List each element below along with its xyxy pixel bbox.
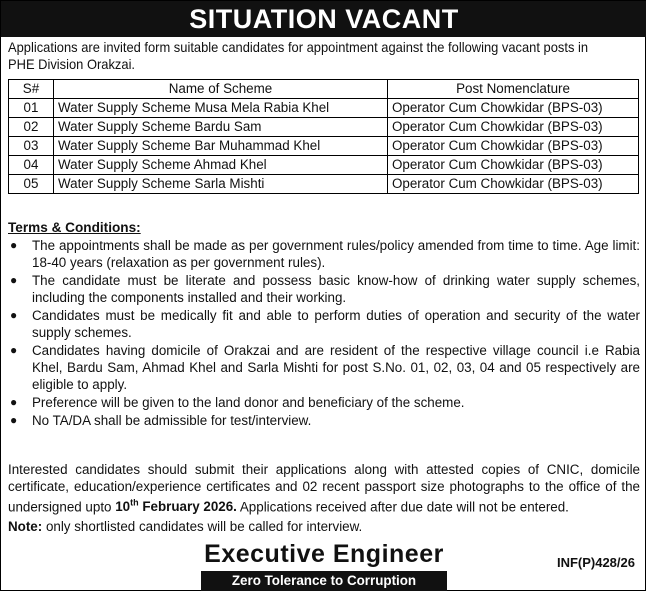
post-cell: Operator Cum Chowkidar (BPS-03) bbox=[388, 99, 639, 118]
bullet-icon: ● bbox=[10, 343, 18, 357]
serial-cell: 02 bbox=[9, 118, 54, 137]
term-text: Candidates must be medically fit and able to perform duties of operation and security of the water supply schemes. bbox=[32, 308, 640, 340]
table-row bbox=[9, 156, 639, 175]
vacancy-table bbox=[8, 79, 639, 194]
bullet-icon: ● bbox=[10, 238, 18, 252]
list-item bbox=[8, 272, 640, 306]
serial-cell: 01 bbox=[9, 99, 54, 118]
post-cell: Operator Cum Chowkidar (BPS-03) bbox=[388, 175, 639, 194]
application-instructions bbox=[8, 461, 640, 515]
intro-text: Applications are invited form suitable candidates for appointment against the following vacant posts in PHE Division Orakzai. bbox=[8, 40, 589, 72]
term-text: The appointments shall be made as per government rules/policy amended from time to time. Age limit: 18-40 years (relaxation as per government rules). bbox=[32, 238, 640, 270]
deadline-day: 10 bbox=[115, 499, 131, 515]
table-row bbox=[9, 99, 639, 118]
serial-cell: 03 bbox=[9, 137, 54, 156]
post-cell: Operator Cum Chowkidar (BPS-03) bbox=[388, 156, 639, 175]
table-row bbox=[9, 118, 639, 137]
note-text: only shortlisted candidates will be called for interview. bbox=[42, 519, 363, 534]
scheme-cell: Water Supply Scheme Bar Muhammad Khel bbox=[54, 137, 388, 156]
post-cell: Operator Cum Chowkidar (BPS-03) bbox=[388, 137, 639, 156]
bullet-icon: ● bbox=[10, 413, 18, 427]
bullet-icon: ● bbox=[10, 273, 18, 287]
term-text: Preference will be given to the land donor and beneficiary of the scheme. bbox=[32, 395, 465, 410]
reference-number: INF(P)428/26 bbox=[556, 555, 635, 570]
column-header-serial: S# bbox=[9, 80, 54, 99]
list-item bbox=[8, 342, 640, 393]
term-text: No TA/DA shall be admissible for test/interview. bbox=[32, 413, 312, 428]
signatory-title: Executive Engineer bbox=[204, 540, 444, 568]
scheme-cell: Water Supply Scheme Musa Mela Rabia Khel bbox=[54, 99, 388, 118]
column-header-scheme: Name of Scheme bbox=[54, 80, 388, 99]
bullet-icon: ● bbox=[10, 308, 18, 322]
shortlist-note bbox=[8, 518, 362, 535]
table-header-row bbox=[9, 80, 639, 99]
deadline-date bbox=[115, 499, 237, 514]
post-cell: Operator Cum Chowkidar (BPS-03) bbox=[388, 118, 639, 137]
list-item bbox=[8, 394, 640, 411]
serial-cell: 04 bbox=[9, 156, 54, 175]
scheme-cell: Water Supply Scheme Bardu Sam bbox=[54, 118, 388, 137]
list-item bbox=[8, 307, 640, 341]
table-row bbox=[9, 175, 639, 194]
note-label: Note: bbox=[8, 519, 43, 534]
terms-list bbox=[8, 237, 640, 430]
late-notice-text: Applications received after due date will not be entered. bbox=[236, 499, 569, 515]
deadline-suffix: th bbox=[130, 498, 139, 508]
bullet-icon: ● bbox=[10, 395, 18, 409]
column-header-post: Post Nomenclature bbox=[388, 80, 639, 99]
page-title: SITUATION VACANT bbox=[1, 1, 646, 37]
scheme-cell: Water Supply Scheme Ahmad Khel bbox=[54, 156, 388, 175]
term-text: Candidates having domicile of Orakzai and are resident of the respective village council i.e Rabia Khel, Bardu Sam, Ahmad Khel and Sarla Mishti for post S.No. 01, 02, 03, 04 and 05 respectively are eligible to apply. bbox=[32, 343, 640, 392]
term-text: The candidate must be literate and possess basic know-how of drinking water supply schemes, including the components installed and their working. bbox=[32, 273, 640, 305]
serial-cell: 05 bbox=[9, 175, 54, 194]
deadline-month-year: February 2026. bbox=[138, 499, 237, 515]
instructions-text: Interested candidates should submit their applications along with attested copies of CNIC, domicile certificate, education/experience certificates and 02 recent passport size photographs to the office of the undersigned upto bbox=[8, 462, 640, 515]
list-item bbox=[8, 237, 640, 271]
table-row bbox=[9, 137, 639, 156]
list-item bbox=[8, 412, 640, 429]
terms-heading: Terms & Conditions: bbox=[8, 220, 141, 235]
slogan-banner: Zero Tolerance to Corruption bbox=[201, 571, 447, 591]
scheme-cell: Water Supply Scheme Sarla Mishti bbox=[54, 175, 388, 194]
